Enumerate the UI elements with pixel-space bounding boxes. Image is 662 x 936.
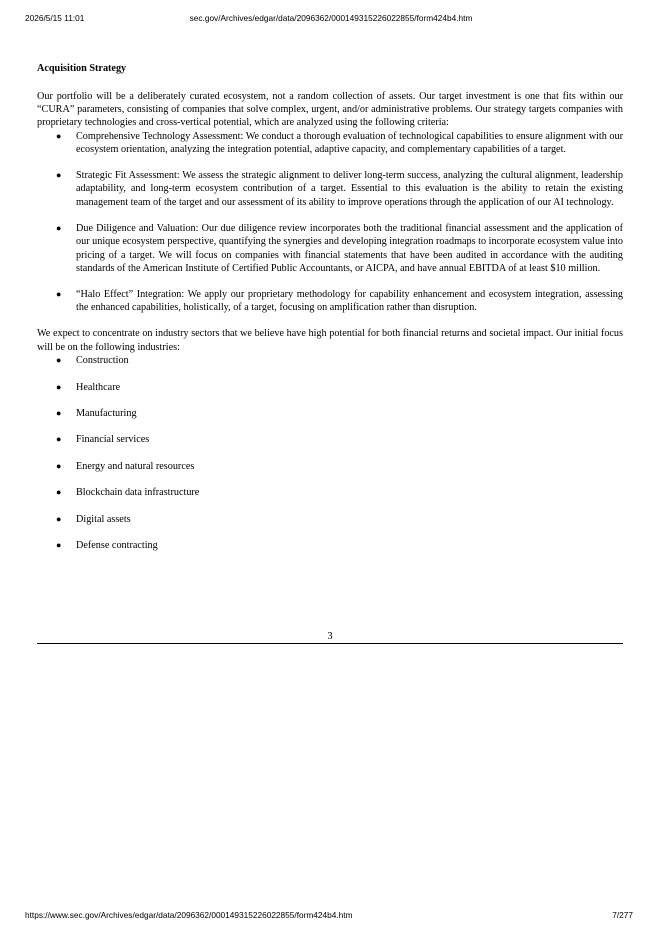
bullet-icon: ●: [56, 289, 62, 300]
industry-item: [37, 486, 623, 499]
print-header-url: sec.gov/Archives/edgar/data/2096362/000149315226022855/form424b4.htm: [189, 13, 473, 23]
intro-paragraph: Our portfolio will be a deliberately curated ecosystem, not a random collection of assets. Our target investment is one that fits within our “CURA” parameters, consisting of companies that solve complex, urgent, and/or administrative problems. Our strategy targets companies with proprietary technologies and cross-vertical potential, which are analyzed using the following criteria:: [37, 90, 623, 129]
criteria-text: Strategic Fit Assessment: We assess the strategic alignment to deliver long-term success, analyzing the cultural alignment, leadership adaptability, and long-term ecosystem contribution of a target. Essential to this evaluation is the ability to retain the existing management team of the target and our assessment of its ability to improve operations through the application of our AI technology.: [76, 170, 623, 208]
criteria-text: “Halo Effect” Integration: We apply our proprietary methodology for capability enhancement and ecosystem integration, assessing the enhanced capabilities, holistically, of a target, focusing on amplification rather than disruption.: [76, 289, 623, 314]
criteria-item: [37, 169, 623, 209]
criteria-text: Comprehensive Technology Assessment: We conduct a thorough evaluation of technological capabilities to ensure alignment with our ecosystem orientation, analyzing the integration potential, adaptive capacity, and complementary capabilities of a target.: [76, 130, 623, 155]
criteria-text: Due Diligence and Valuation: Our due diligence review incorporates both the traditional financial assessment and the application of our unique ecosystem perspective, quantifying the synergies and developing integration roadmaps to incorporate ecosystem value into pricing of a target. We will focus on companies with financial statements that have been audited in accordance with the auditing standards of the American Institute of Certified Public Accountants, or AICPA, and have annual EBITDA of at least $10 million.: [76, 222, 623, 274]
page-number: 3: [327, 631, 333, 642]
print-timestamp: 2026/5/15 11:01: [25, 13, 85, 23]
criteria-item: [37, 288, 623, 315]
industries-list: [37, 354, 623, 553]
industry-item: [37, 433, 623, 446]
bullet-icon: ●: [56, 407, 62, 418]
industry-label: Blockchain data infrastructure: [76, 487, 200, 499]
industry-label: Healthcare: [76, 381, 121, 393]
bullet-icon: ●: [56, 222, 62, 233]
browser-print-header: [0, 13, 662, 25]
bullet-icon: ●: [56, 487, 62, 498]
bullet-icon: ●: [56, 513, 62, 524]
criteria-item: [37, 222, 623, 275]
industry-item: [37, 381, 623, 394]
bullet-icon: ●: [56, 170, 62, 181]
focus-paragraph: We expect to concentrate on industry sectors that we believe have high potential for both financial returns and societal impact. Our initial focus will be on the following industries:: [37, 328, 623, 353]
industry-label: Financial services: [76, 434, 150, 446]
browser-print-footer: [0, 910, 662, 922]
industry-item: [37, 354, 623, 367]
document-body: [37, 62, 623, 553]
bullet-icon: ●: [56, 434, 62, 445]
industry-item: [37, 513, 623, 526]
section-heading: Acquisition Strategy: [37, 63, 127, 74]
print-page-counter: 7/277: [612, 910, 633, 920]
bullet-icon: ●: [56, 460, 62, 471]
bullet-icon: ●: [56, 381, 62, 392]
industry-label: Construction: [76, 355, 129, 367]
industry-label: Manufacturing: [76, 407, 137, 419]
industry-label: Digital assets: [76, 513, 131, 525]
bullet-icon: ●: [56, 540, 62, 551]
industry-item: [37, 460, 623, 473]
industry-item: [37, 539, 623, 552]
print-footer-url: https://www.sec.gov/Archives/edgar/data/2096362/000149315226022855/form424b4.htm: [25, 910, 353, 920]
bullet-icon: ●: [56, 355, 62, 366]
industry-label: Energy and natural resources: [76, 460, 195, 472]
industry-item: [37, 407, 623, 420]
bullet-icon: ●: [56, 130, 62, 141]
criteria-item: [37, 130, 623, 157]
industry-label: Defense contracting: [76, 540, 158, 552]
page-divider: [37, 643, 623, 644]
criteria-list: [37, 130, 623, 315]
